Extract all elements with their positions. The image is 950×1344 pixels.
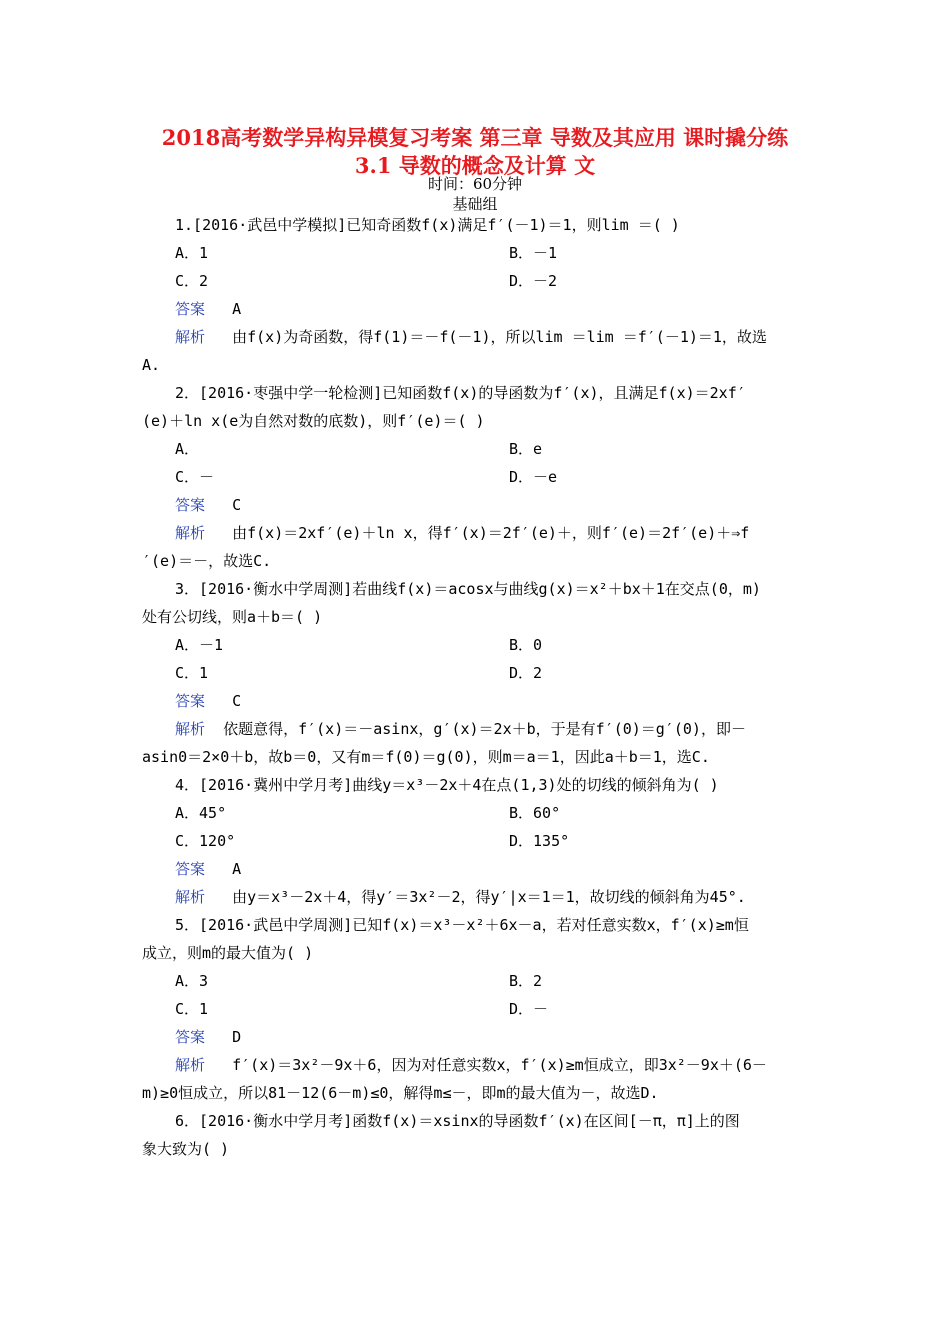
question-2-stem-cont: (e)＋ln x(e为自然对数的底数)，则f′(e)＝( ) [142, 412, 485, 430]
question-3-option-a: A．－1 [175, 636, 224, 654]
question-3-analysis-cont: asin0＝2×0＋b，故b＝0，又有m＝f(0)＝g(0)，则m＝a＝1，因此a＋b＝1，选C. [142, 748, 710, 766]
answer-value: D [232, 1028, 242, 1046]
answer-value: A [232, 860, 242, 878]
question-3-option-d: D．2 [509, 664, 543, 682]
answer-label: 答案 [175, 692, 206, 710]
answer-value: A [232, 300, 242, 318]
question-3-stem-cont: 处有公切线，则a＋b＝( ) [142, 608, 323, 626]
answer-label: 答案 [175, 1028, 206, 1046]
question-4-analysis [175, 886, 746, 908]
answer-value: C [232, 692, 242, 710]
question-4-stem: 4．[2016·冀州中学月考]曲线y＝x³－2x＋4在点(1,3)处的切线的倾斜角为( ) [175, 776, 719, 794]
answer-value: C [232, 496, 242, 514]
analysis-label: 解析 [175, 524, 206, 542]
question-5-option-b: B．2 [509, 972, 543, 990]
answer-label: 答案 [175, 496, 206, 514]
question-4-option-c: C．120° [175, 832, 236, 850]
question-5-stem: 5．[2016·武邑中学周测]已知f(x)＝x³－x²＋6x－a，若对任意实数x，f′(x)≥m恒 [175, 916, 749, 934]
question-1-option-c: C．2 [175, 272, 209, 290]
question-2-option-b: B．e [509, 440, 543, 458]
question-5-analysis [175, 1054, 767, 1076]
question-3-analysis [175, 718, 746, 740]
analysis-label: 解析 [175, 328, 206, 346]
question-2-answer [175, 494, 241, 516]
analysis-text: f′(x)＝3x²－9x＋6，因为对任意实数x，f′(x)≥m恒成立，即3x²－9x＋(6－ [232, 1056, 767, 1074]
question-1-analysis-cont: A. [142, 356, 161, 374]
question-3-option-b: B．0 [509, 636, 543, 654]
analysis-label: 解析 [175, 720, 206, 738]
question-3-answer [175, 690, 241, 712]
analysis-text: 依题意得，f′(x)＝－asinx，g′(x)＝2x＋b，于是有f′(0)＝g′(0)，即－ [223, 720, 746, 738]
analysis-text: 由y＝x³－2x＋4，得y′＝3x²－2，得y′|x＝1＝1，故切线的倾斜角为45°. [232, 888, 746, 906]
question-5-option-d: D．－ [509, 1000, 549, 1018]
answer-label: 答案 [175, 300, 206, 318]
analysis-label: 解析 [175, 1056, 206, 1074]
question-6-stem-cont: 象大致为( ) [142, 1140, 230, 1158]
question-4-option-d: D．135° [509, 832, 570, 850]
time-limit: 时间：60分钟 [427, 175, 523, 193]
question-4-option-b: B．60° [509, 804, 561, 822]
question-4-option-a: A．45° [175, 804, 227, 822]
question-3-option-c: C．1 [175, 664, 209, 682]
question-3-stem: 3．[2016·衡水中学周测]若曲线f(x)＝acosx与曲线g(x)＝x²＋bx＋1在交点(0，m) [175, 580, 761, 598]
question-1-option-a: A．1 [175, 244, 209, 262]
analysis-label: 解析 [175, 888, 206, 906]
question-1-option-d: D．－2 [509, 272, 558, 290]
question-1-stem: 1.[2016·武邑中学模拟]已知奇函数f(x)满足f′(－1)＝1，则lim ＝( ) [175, 216, 680, 234]
question-5-option-c: C．1 [175, 1000, 209, 1018]
question-1-option-b: B．－1 [509, 244, 558, 262]
question-6-stem: 6．[2016·衡水中学月考]函数f(x)＝xsinx的导函数f′(x)在区间[－π，π]上的图 [175, 1112, 740, 1130]
question-2-option-c: C．－ [175, 468, 215, 486]
analysis-text: 由f(x)为奇函数，得f(1)＝－f(－1)，所以lim ＝lim ＝f′(－1)＝1，故选 [232, 328, 767, 346]
group-label: 基础组 [452, 195, 498, 213]
question-5-analysis-cont: m)≥0恒成立，所以81－12(6－m)≤0，解得m≤－，即m的最大值为－，故选D. [142, 1084, 659, 1102]
question-2-analysis-cont: ′(e)＝－，故选C. [142, 552, 272, 570]
question-4-answer [175, 858, 241, 880]
page-subtitle: 3.1 导数的概念及计算 文 [354, 153, 596, 178]
question-1-analysis [175, 326, 767, 348]
question-2-stem: 2．[2016·枣强中学一轮检测]已知函数f(x)的导函数为f′(x)，且满足f(x)＝2xf′ [175, 384, 746, 402]
analysis-text: 由f(x)＝2xf′(e)＋ln x，得f′(x)＝2f′(e)＋，则f′(e)＝2f′(e)＋⇒f [232, 524, 750, 542]
question-2-option-a: A． [175, 440, 200, 458]
answer-label: 答案 [175, 860, 206, 878]
question-2-analysis [175, 522, 749, 544]
question-5-stem-cont: 成立，则m的最大值为( ) [142, 944, 314, 962]
question-2-option-d: D．－e [509, 468, 558, 486]
question-5-answer [175, 1026, 241, 1048]
page-title: 2018高考数学异构异模复习考案 第三章 导数及其应用 课时撬分练 [161, 125, 789, 150]
question-1-answer [175, 298, 241, 320]
question-5-option-a: A．3 [175, 972, 209, 990]
